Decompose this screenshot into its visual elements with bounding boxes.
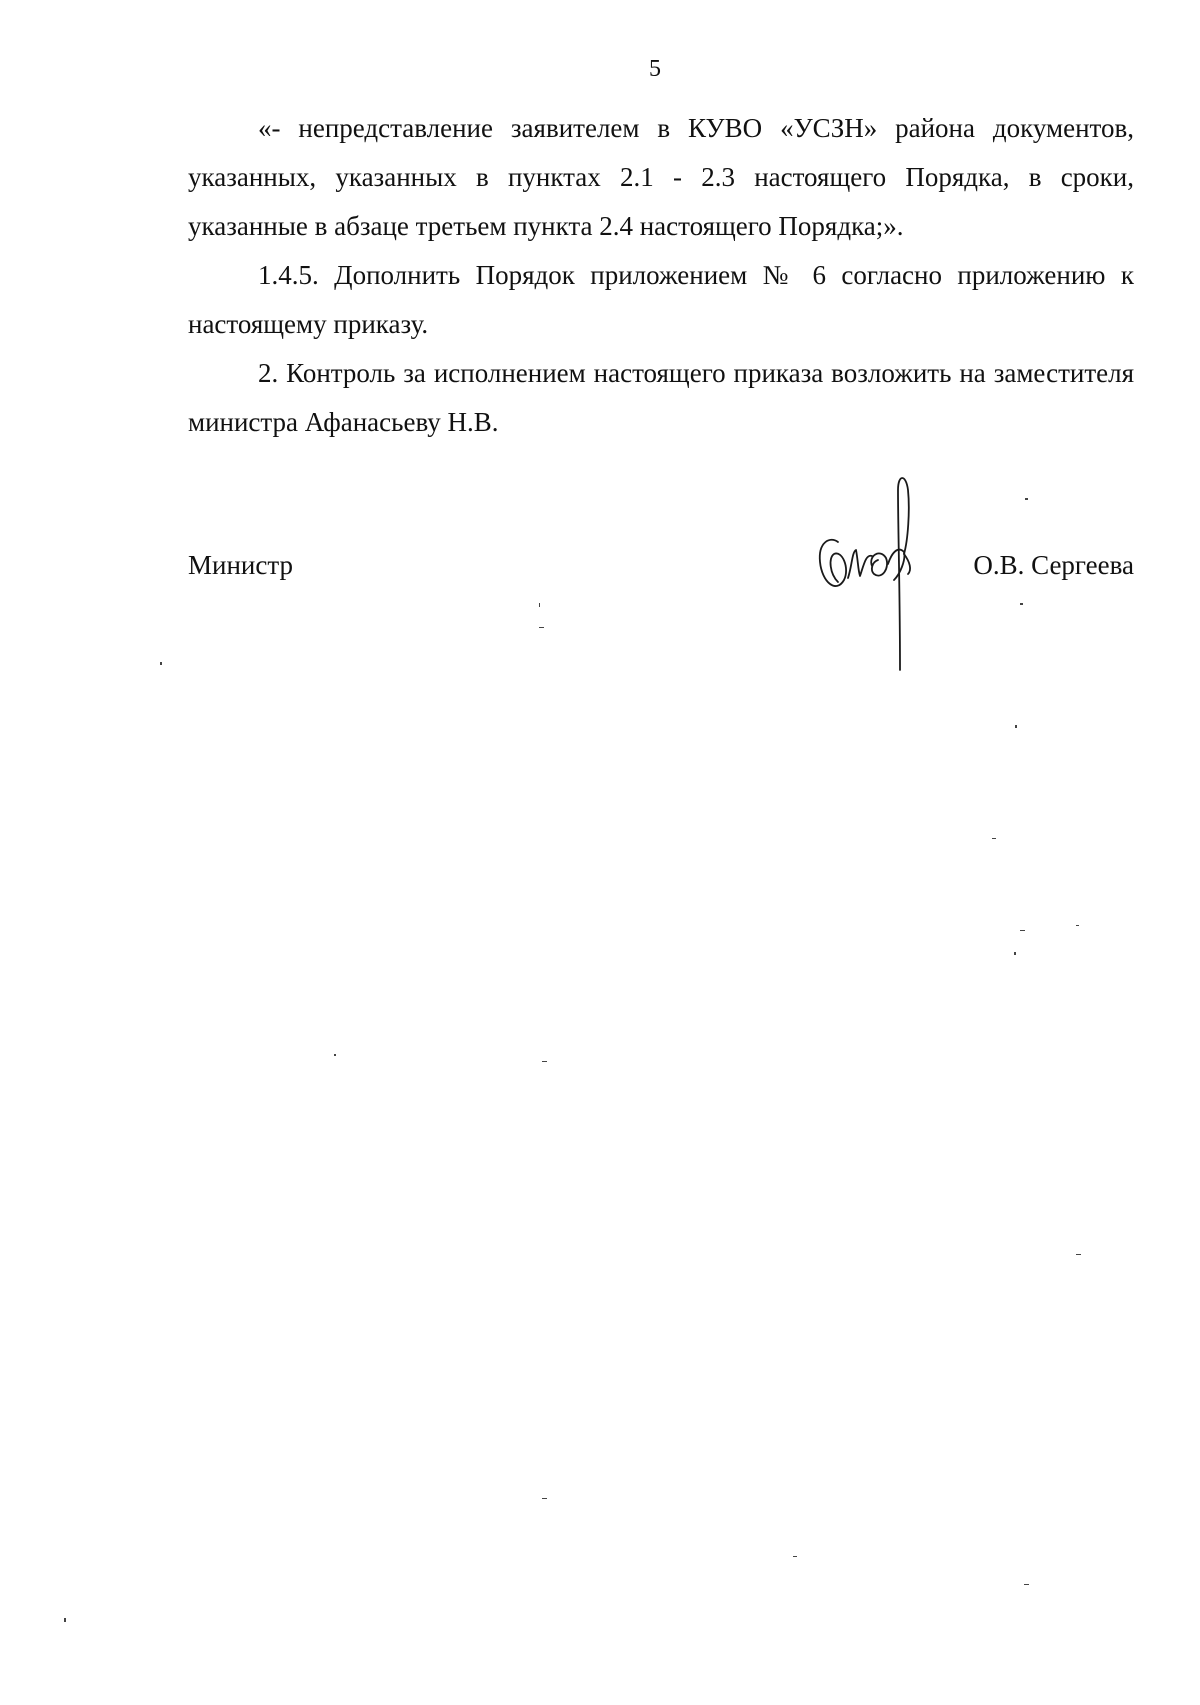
handwritten-signature	[808, 470, 948, 690]
scan-speck	[334, 1054, 336, 1056]
signer-position: Министр	[188, 550, 293, 580]
scan-speck	[793, 1556, 797, 1557]
scan-speck	[542, 1061, 547, 1062]
document-body	[188, 104, 1134, 447]
scan-speck	[1025, 498, 1028, 500]
scan-speck	[539, 603, 540, 607]
paragraph-exclusion-clause: «- непредставление заявителем в КУВО «УСЗН» района документов, указанных, указанных в пунктах 2.1 - 2.3 настоящего Порядка, в сроки, указанные в абзаце третьем пункта 2.4 настоящего Порядка;».	[188, 113, 1134, 241]
scan-speck	[1076, 1254, 1081, 1255]
scan-speck	[1076, 925, 1079, 926]
signer-name: О.В. Сергеева	[973, 550, 1134, 580]
scan-speck	[1015, 725, 1017, 728]
page-number: 5	[649, 56, 661, 82]
scan-speck	[1014, 952, 1016, 955]
scan-speck	[542, 1498, 547, 1499]
scan-speck	[1024, 1584, 1029, 1585]
scan-speck	[1020, 930, 1025, 931]
scan-speck	[1020, 603, 1023, 605]
paragraph-item-2: 2. Контроль за исполнением настоящего приказа возложить на заместителя министра Афанасьеву Н.В.	[188, 358, 1134, 437]
scan-speck	[64, 1618, 66, 1622]
scan-speck	[160, 662, 162, 665]
paragraph-item-1-4-5: 1.4.5. Дополнить Порядок приложением № 6 согласно приложению к настоящему приказу.	[188, 260, 1134, 339]
scan-speck	[539, 627, 544, 628]
scan-speck	[992, 838, 996, 839]
